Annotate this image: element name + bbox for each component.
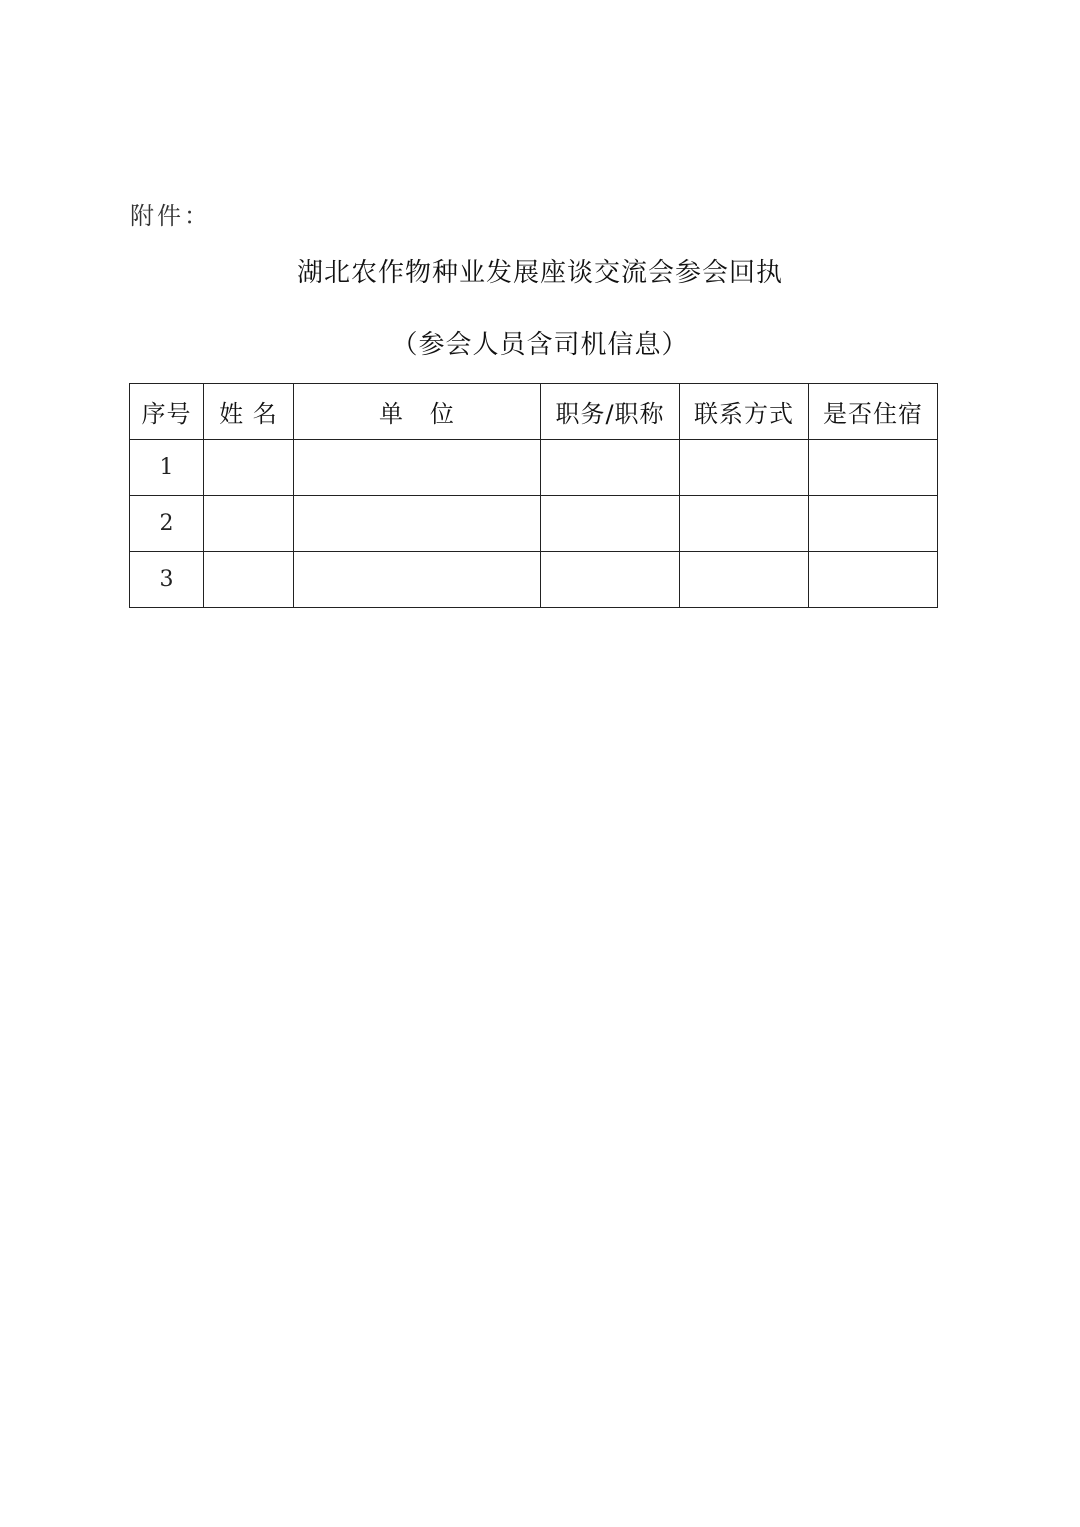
- header-accommodation: 是否住宿: [809, 384, 938, 440]
- document-subtitle: （参会人员含司机信息）: [391, 330, 689, 360]
- header-contact: 联系方式: [680, 384, 809, 440]
- header-organization: 单 位: [294, 384, 541, 440]
- table-row: [130, 440, 938, 496]
- organization-cell: [294, 496, 541, 552]
- position-cell: [541, 552, 680, 608]
- accommodation-cell: [809, 496, 938, 552]
- organization-cell: [294, 552, 541, 608]
- position-cell: [541, 440, 680, 496]
- reply-form-table: [129, 383, 938, 608]
- name-cell: [204, 496, 294, 552]
- contact-cell: [680, 552, 809, 608]
- accommodation-cell: [809, 552, 938, 608]
- name-cell: [204, 440, 294, 496]
- row-number-cell: 3: [130, 552, 204, 608]
- row-number-cell: 1: [130, 440, 204, 496]
- row-number-cell: 2: [130, 496, 204, 552]
- organization-cell: [294, 440, 541, 496]
- attachment-label: 附件：: [130, 202, 211, 230]
- table-row: [130, 552, 938, 608]
- position-cell: [541, 496, 680, 552]
- header-serial-number: 序号: [130, 384, 204, 440]
- contact-cell: [680, 440, 809, 496]
- table-header-row: [130, 384, 938, 440]
- name-cell: [204, 552, 294, 608]
- contact-cell: [680, 496, 809, 552]
- accommodation-cell: [809, 440, 938, 496]
- document-title: 湖北农作物种业发展座谈交流会参会回执: [296, 258, 783, 288]
- header-name: 姓 名: [204, 384, 294, 440]
- header-position-title: 职务/职称: [541, 384, 680, 440]
- table-row: [130, 496, 938, 552]
